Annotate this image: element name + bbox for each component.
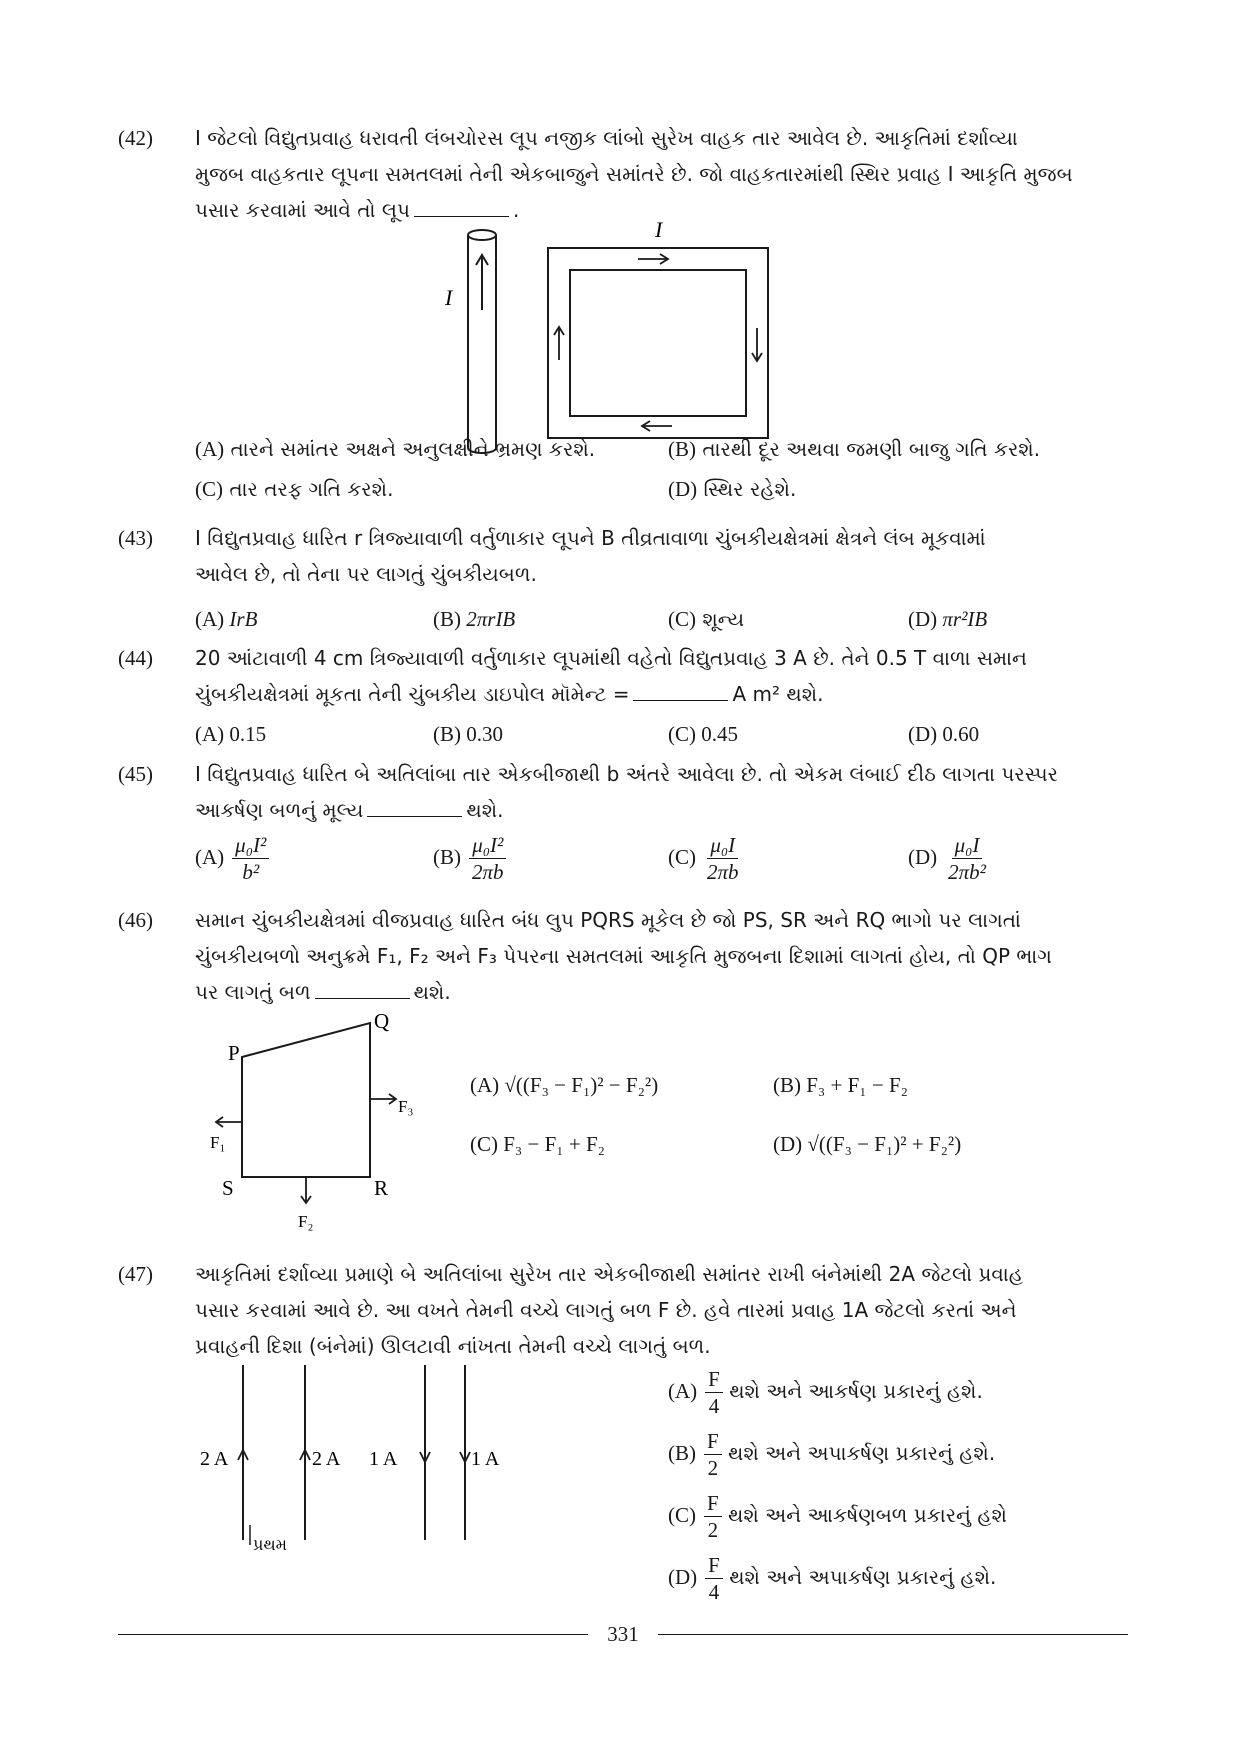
numerator: μ₀I² <box>232 832 269 859</box>
q46-option-a[interactable] <box>470 1073 658 1098</box>
q45-option-d[interactable] <box>908 832 989 885</box>
fig-loop-current-label: I <box>655 217 663 242</box>
q46-figure-pqrs <box>200 1005 430 1235</box>
question-47-text <box>195 1256 1130 1364</box>
q43-line2: આવેલ છે, તો તેના પર લાગતું ચુંબકીયબળ. <box>195 562 537 586</box>
q42-line3-end: . <box>512 198 520 222</box>
q43-option-c[interactable] <box>668 607 744 632</box>
loop-arrow-down-icon <box>752 328 762 361</box>
q44-line1: 20 આંટાવાળી 4 cm ત્રિજ્યાવાળી વર્તુળાકાર લૂપમાંથી વહેતો વિદ્યુતપ્રવાહ 3 A છે. તેને 0.5 T વાળા સમાન <box>195 646 1027 670</box>
answer-blank <box>315 982 410 999</box>
q42-figure <box>430 215 790 460</box>
q43-line1: I વિદ્યુતપ્રવાહ ધારિત r ત્રિજ્યાવાળી વર્તુળાકાર લૂપને B તીવ્રતાવાળા ચુંબકીયક્ષેત્રમાં ક્ષેત્રને લંબ મૂકવામાં <box>195 526 986 550</box>
loop-arrow-up-icon <box>554 327 564 360</box>
q47-figure-wires <box>195 1360 525 1560</box>
option-label: (B) <box>773 1073 801 1097</box>
fraction <box>705 1366 723 1419</box>
q47-option-b[interactable] <box>668 1428 995 1481</box>
question-46-text <box>195 902 1130 1010</box>
option-text: થશે અને અપાકર્ષણ પ્રકારનું હશે. <box>728 1441 996 1465</box>
numerator: μ₀I <box>952 832 983 859</box>
option-label: (D) <box>908 607 938 631</box>
q44-line2-end: A m² થશે. <box>732 682 824 706</box>
vertex-p: P <box>228 1041 240 1065</box>
option-text: 0.45 <box>701 722 738 746</box>
loop-outer <box>548 248 768 438</box>
option-text: તાર તરફ ગતિ કરશે. <box>229 477 394 501</box>
denominator: b² <box>242 860 260 884</box>
option-label: (B) <box>668 1441 696 1465</box>
fraction <box>232 832 269 885</box>
numerator: μ₀I² <box>469 832 506 859</box>
q44-option-b[interactable] <box>433 722 503 747</box>
vertex-s: S <box>222 1176 234 1200</box>
q45-option-c[interactable] <box>668 832 742 885</box>
option-text: તારને સમાંતર અક્ષને અનુલક્ષીને ભ્રમણ કરશે. <box>230 437 596 461</box>
option-text: √((F₃ − F₁)² + F₂²) <box>807 1132 962 1156</box>
q46-option-c[interactable] <box>470 1132 605 1157</box>
force-f2-label: F₂ <box>298 1212 314 1231</box>
option-text: તારથી દૂર અથવા જમણી બાજુ ગતિ કરશે. <box>702 437 1041 461</box>
option-text: શૂન્ય <box>702 607 745 631</box>
question-number-45: (45) <box>118 762 153 786</box>
option-text: 2πrIB <box>466 607 516 631</box>
option-text: F₃ − F₁ + F₂ <box>503 1132 605 1156</box>
option-label: (C) <box>668 722 696 746</box>
q42-line3-text: પસાર કરવામાં આવે તો લૂપ <box>195 198 410 222</box>
q42-option-a[interactable] <box>195 437 595 462</box>
option-label: (B) <box>433 722 461 746</box>
q46-line2: ચુંબકીયબળો અનુક્રમે F₁, F₂ અને F₃ પેપરના સમતલમાં આકૃતિ મુજબના દિશામાં લાગતાં હોય, તો QP ભાગ <box>195 944 1052 968</box>
numerator: F <box>705 1366 723 1393</box>
option-label: (C) <box>470 1132 498 1156</box>
fraction <box>704 1428 722 1481</box>
q45-line1: I વિદ્યુતપ્રવાહ ધારિત બે અતિલાંબા તાર એકબીજાથી b અંતરે આવેલા છે. તો એકમ લંબાઈ દીઠ લાગતા પરસ્પર <box>195 762 1058 786</box>
q43-option-b[interactable] <box>433 607 515 632</box>
question-43-text <box>195 520 1130 592</box>
option-text: 0.60 <box>942 722 980 746</box>
force-f1-label: F₁ <box>210 1133 226 1152</box>
vertex-r: R <box>374 1176 389 1200</box>
q44-option-d[interactable] <box>908 722 979 747</box>
q46-option-b[interactable] <box>773 1073 908 1098</box>
q46-line3-end: થશે. <box>413 980 451 1004</box>
option-label: (A) <box>195 607 225 631</box>
q44-line2 <box>195 676 1130 712</box>
wire-current-arrow-icon <box>476 255 488 310</box>
option-text: થશે અને આકર્ષણ પ્રકારનું હશે. <box>729 1379 983 1403</box>
option-label: (D) <box>773 1132 803 1156</box>
option-label: (A) <box>668 1379 698 1403</box>
q47-line2: પસાર કરવામાં આવે છે. આ વખતે તેમની વચ્ચે લાગતું બળ F છે. હવે તારમાં પ્રવાહ 1A જેટલો કરતાં અને <box>195 1298 1017 1322</box>
option-label: (D) <box>908 845 938 869</box>
denominator: 2πb <box>707 860 739 884</box>
footer-rule-left <box>118 1634 588 1635</box>
option-label: (D) <box>668 477 698 501</box>
wire-2-current: 2 A <box>312 1448 341 1470</box>
option-text: IrB <box>229 607 258 631</box>
option-text: F₃ + F₁ − F₂ <box>806 1073 908 1097</box>
q46-line1: સમાન ચુંબકીયક્ષેત્રમાં વીજપ્રવાહ ધારિત બંધ લુપ PQRS મૂકેલ છે જો PS, SR અને RQ ભાગો પર લાગતાં <box>195 908 1021 932</box>
numerator: F <box>705 1552 723 1579</box>
q42-option-c[interactable] <box>195 477 393 502</box>
denominator: 2 <box>707 1456 719 1480</box>
fraction <box>705 1552 723 1605</box>
q42-option-b[interactable] <box>668 437 1040 462</box>
q45-line2-text: આકર્ષણ બળનું મૂલ્ય <box>195 798 364 822</box>
q47-option-a[interactable] <box>668 1366 983 1419</box>
fraction <box>469 832 507 885</box>
q44-line2-text: ચુંબકીયક્ષેત્રમાં મૂકતા તેની ચુંબકીય ડાઇપોલ મૉમેન્ટ = <box>195 682 630 706</box>
option-label: (A) <box>195 722 225 746</box>
option-label: (B) <box>433 607 461 631</box>
question-44-text <box>195 640 1130 712</box>
fraction <box>704 1490 722 1543</box>
q47-line3: પ્રવાહની દિશા (બંનેમાં) ઊલટાવી નાંખતા તેમની વચ્ચે લાગતું બળ. <box>195 1334 711 1358</box>
vertex-q: Q <box>374 1009 390 1033</box>
q44-option-c[interactable] <box>668 722 738 747</box>
fraction <box>704 832 742 885</box>
fraction <box>945 832 989 885</box>
option-label: (B) <box>433 845 461 869</box>
q44-option-a[interactable] <box>195 722 266 747</box>
option-label: (C) <box>195 477 223 501</box>
option-text: 0.15 <box>229 722 267 746</box>
q45-line2-end: થશે. <box>466 798 504 822</box>
q45-option-b[interactable] <box>433 832 507 885</box>
numerator: F <box>704 1490 722 1517</box>
option-label: (C) <box>668 845 696 869</box>
q46-option-d[interactable] <box>773 1132 961 1157</box>
option-label: (B) <box>668 437 696 461</box>
f3-arrow-icon <box>370 1094 396 1104</box>
denominator: 2πb <box>472 860 504 884</box>
option-label: (D) <box>908 722 938 746</box>
f2-arrow-icon <box>301 1177 311 1203</box>
denominator: 4 <box>708 1394 720 1418</box>
q43-option-a[interactable] <box>195 607 257 632</box>
option-label: (A) <box>195 437 225 461</box>
q47-option-d[interactable] <box>668 1552 996 1605</box>
denominator: 2 <box>707 1518 719 1542</box>
q45-option-a[interactable] <box>195 832 269 885</box>
loop-arrow-right-icon <box>638 254 668 264</box>
answer-blank <box>367 800 462 817</box>
numerator: μ₀I <box>707 832 738 859</box>
page-footer <box>118 1624 1128 1644</box>
option-label: (C) <box>668 607 696 631</box>
q46-line3-text: પર લાગતું બળ <box>195 980 311 1004</box>
option-text: થશે અને અપાકર્ષણ પ્રકારનું હશે. <box>729 1565 997 1589</box>
option-text: 0.30 <box>466 722 503 746</box>
denominator: 2πb² <box>948 860 986 884</box>
question-number-43: (43) <box>118 526 153 550</box>
figure-caption: પ્રથમ <box>253 1535 287 1554</box>
option-text: πr²IB <box>942 607 988 631</box>
q47-option-c[interactable] <box>668 1490 1007 1543</box>
denominator: 4 <box>708 1580 720 1604</box>
q45-line2 <box>195 792 1130 828</box>
question-number-47: (47) <box>118 1262 153 1286</box>
fig-wire-current-label: I <box>445 285 453 310</box>
option-label: (A) <box>470 1073 500 1097</box>
f1-arrow-icon <box>216 1117 242 1127</box>
q42-option-d[interactable] <box>668 477 796 502</box>
question-number-44: (44) <box>118 646 153 670</box>
question-number-46: (46) <box>118 908 153 932</box>
footer-rule-right <box>658 1634 1128 1635</box>
q42-line2: મુજબ વાહકતાર લૂપના સમતલમાં તેની એકબાજુને સમાંતરે છે. જો વાહકતારમાંથી સ્થિર પ્રવાહ I આકૃતિ મુજબ <box>195 162 1073 186</box>
question-42-text <box>195 120 1130 228</box>
option-label: (C) <box>668 1503 696 1527</box>
option-label: (D) <box>668 1565 698 1589</box>
wire-3-current: 1 A <box>369 1448 398 1470</box>
force-f3-label: F₃ <box>398 1097 414 1116</box>
q47-line1: આકૃતિમાં દર્શાવ્યા પ્રમાણે બે અતિલાંબા સુરેખ તાર એકબીજાથી સમાંતર રાખી બંનેમાંથી 2A જેટલો પ્રવાહ <box>195 1262 1023 1286</box>
q42-line1: I જેટલો વિદ્યુતપ્રવાહ ધરાવતી લંબચોરસ લૂપ નજીક લાંબો સુરેખ વાહક તાર આવેલ છે. આકૃતિમાં દર્શાવ્યા <box>195 126 1018 150</box>
question-number-42: (42) <box>118 126 153 150</box>
answer-blank <box>633 684 728 701</box>
loop-inner <box>570 270 746 416</box>
question-45-text <box>195 756 1130 828</box>
loop-arrow-left-icon <box>642 421 672 431</box>
numerator: F <box>704 1428 722 1455</box>
option-text: √((F₃ − F₁)² − F₂²) <box>504 1073 659 1097</box>
pqrs-loop <box>242 1023 370 1177</box>
option-text: સ્થિર રહેશે. <box>703 477 797 501</box>
page-number: 331 <box>607 1622 639 1646</box>
wire-1-current: 2 A <box>200 1448 229 1470</box>
wire-4-current: 1 A <box>471 1448 500 1470</box>
option-label: (A) <box>195 845 225 869</box>
q43-option-d[interactable] <box>908 607 987 632</box>
option-text: થશે અને આકર્ષણબળ પ્રકારનું હશે <box>728 1503 1007 1527</box>
